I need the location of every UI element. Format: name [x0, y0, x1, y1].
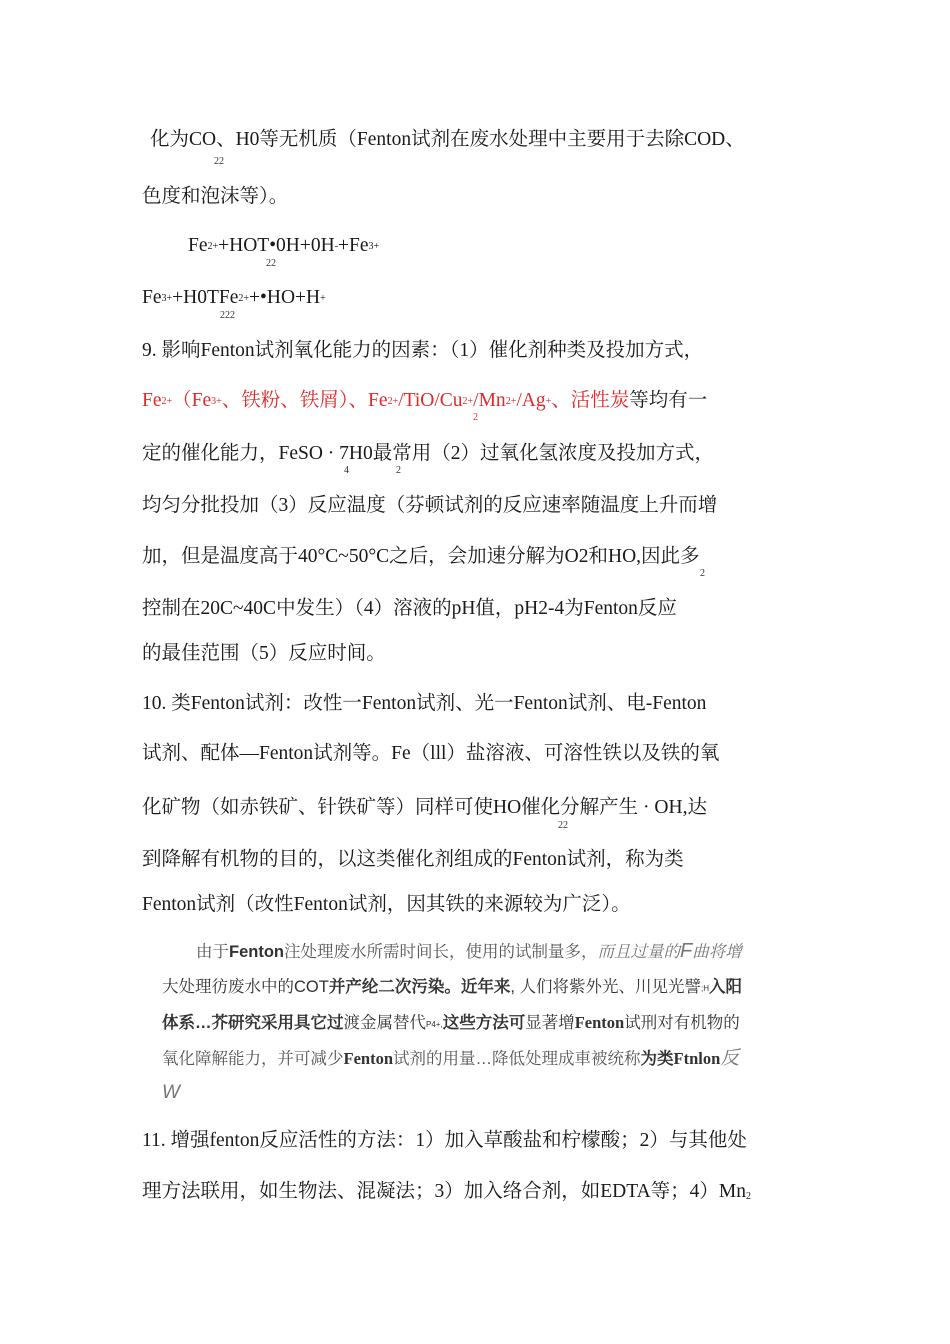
section-11-line-1: 11. 增强fenton反应活性的方法：1）加入草酸盐和柠檬酸；2）与其他处 — [142, 1130, 747, 1151]
section-11-line-2: 理方法联用，如生物法、混凝法；3）加入络合剂，如EDTA等；4）Mn2 — [142, 1181, 752, 1202]
subscript: 2 — [700, 568, 705, 579]
subscript: 2 — [396, 465, 401, 476]
ocr-line-3: 体系…芥研究采用具它过渡金属替代P4+,这些方法可显著增Fenton试刑对有机物的 — [162, 1013, 740, 1032]
section-10-line-3: 化矿物（如赤铁矿、针铁矿等）同样可使HO催化分解产生 · OH,达 — [142, 797, 707, 818]
subscript: 2 — [473, 412, 478, 423]
equation-2: $Fe^{3+}+H0TFe^{2+}+•HO+H^+$ — [142, 287, 326, 308]
section-9-line-1: 9. 影响Fenton试剂氧化能力的因素：（1）催化剂种类及投加方式， — [142, 340, 704, 361]
subscript: 222 — [220, 310, 235, 321]
section-9-line-7: 的最佳范围（5）反应时间。 — [142, 643, 386, 664]
subscript: 22 — [558, 820, 568, 831]
subscript: 22 — [266, 258, 276, 269]
equation-1: $Fe^{2+}+HOT•0H+0H^-+Fe^{3+}$ — [188, 235, 380, 256]
section-10-line-5: Fenton试剂（改性Fenton试剂，因其铁的来源较为广泛）。 — [142, 894, 631, 915]
ocr-line-4: 氧化障解能力，并可减少Fenton试剂的用量…降低处理成車被统称为类Ftnlon反 — [162, 1048, 740, 1069]
text-line: 化为CO、H0等无机质（Fenton试剂在废水处理中主要用于去除COD、 — [150, 129, 745, 150]
section-9-line-6: 控制在20C~40C中发生）（4）溶液的pH值，pH2-4为Fenton反应 — [142, 598, 677, 619]
ocr-line-5: W — [162, 1082, 180, 1103]
section-9-line-5: 加，但是温度高于40°C~50°C之后，会加速分解为O2和HO,因此多 — [142, 546, 700, 567]
section-10-line-1: 10. 类Fenton试剂：改性一Fenton试剂、光一Fenton试剂、电-Fenton — [142, 693, 707, 714]
subscript: 22 — [214, 156, 224, 167]
subscript: 4 — [344, 465, 349, 476]
section-9-line-4: 均匀分批投加（3）反应温度（芬顿试剂的反应速率随温度上升而增 — [142, 495, 718, 516]
section-9-line-3: 定的催化能力，FeSO · 7H0最常用（2）过氧化氢浓度及投加方式， — [142, 443, 715, 464]
section-10-line-4: 到降解有机物的目的，以这类催化剂组成的Fenton试剂，称为类 — [142, 849, 684, 870]
ocr-line-2: 大处理彷废水中的COT并产纶二次污染。近年来, 人们将紫外光、川见光譬;H入阳 — [162, 978, 743, 996]
section-10-line-2: 试剂、配体—Fenton试剂等。Fe（lll）盐溶液、可溶性铁以及铁的氧 — [142, 743, 720, 764]
text-line: 色度和泡沫等）。 — [142, 186, 289, 207]
section-9-line-2: $Fe^{2+}(Fe^{3+}$、铁粉、铁屑）、$Fe^{2+}/TiO/Cu^{2+}/Mn^{2+}/Ag^+$、活性炭等均有一 — [142, 390, 708, 411]
ocr-line-1: 由于Fenton注处理废水所需时间长，使用的试制量多，而且过量的F曲将增 — [196, 940, 742, 962]
